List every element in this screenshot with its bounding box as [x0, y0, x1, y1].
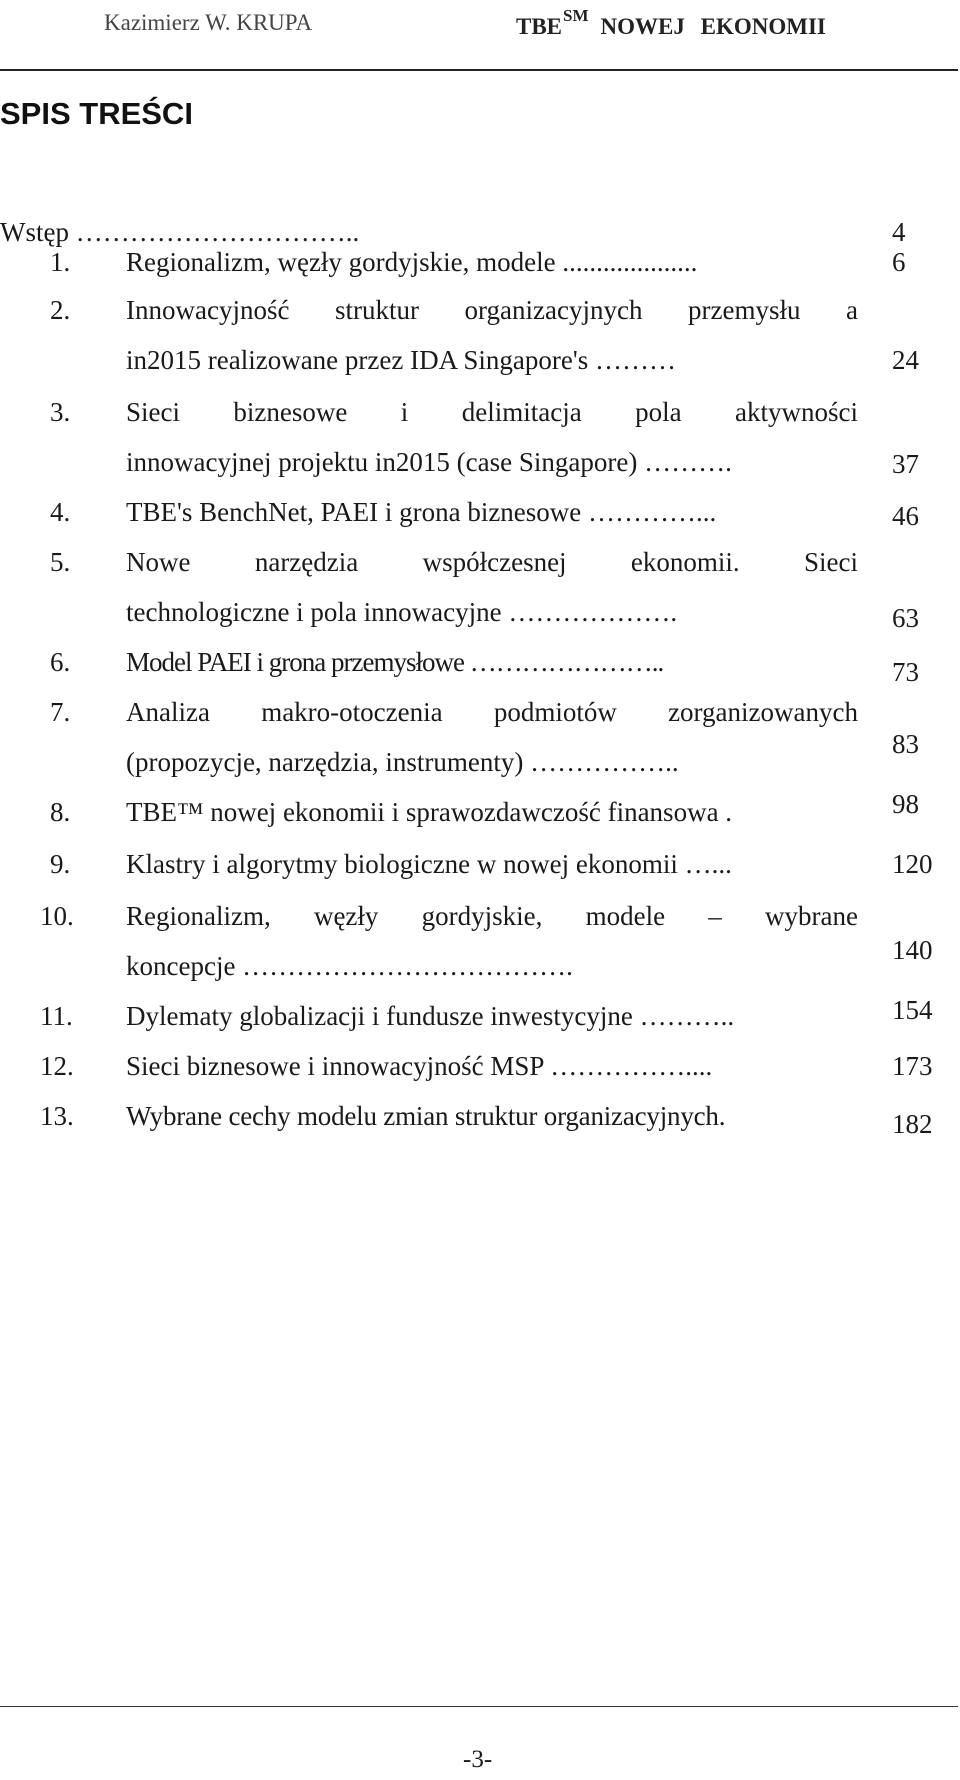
toc-heading: SPIS TREŚCI [0, 96, 193, 131]
toc-entry-number: 5. [50, 547, 71, 577]
toc-entry-number: 11. [40, 1001, 73, 1031]
running-header [0, 0, 960, 62]
toc-entry-page: 120 [892, 849, 933, 879]
toc-entry-title-line: in2015 realizowane przez IDA Singapore's ……… [126, 345, 676, 375]
toc-entry-title: Dylematy globalizacji i fundusze inwestycyjne ……….. [126, 1001, 735, 1031]
toc-entry-page: 83 [892, 729, 919, 759]
toc-entry-title-line: technologiczne i pola innowacyjne ………………. [126, 597, 678, 627]
toc-entry-number: 3. [50, 397, 71, 427]
toc-entry-number: 4. [50, 497, 71, 527]
toc-entry-page: 98 [892, 789, 919, 819]
toc-entry-page: 73 [892, 657, 919, 687]
toc-entry-number: 13. [40, 1101, 74, 1131]
toc-entry-page: 173 [892, 1051, 933, 1081]
toc-entry-page: 140 [892, 935, 933, 965]
toc-entry-title: Klastry i algorytmy biologiczne w nowej ekonomii …... [126, 849, 732, 879]
toc-entry-page: 37 [892, 449, 919, 479]
toc-entry-number: 12. [40, 1051, 74, 1081]
toc-entry-title-line: Innowacyjność struktur organizacyjnych przemysłu a [126, 295, 858, 325]
toc-entry-number: 8. [50, 797, 71, 827]
toc-entry-page: 24 [892, 345, 919, 375]
toc-entry-title-line: Regionalizm, węzły gordyjskie, modele – wybrane [126, 901, 858, 931]
toc-entry-number: 6. [50, 647, 71, 677]
header-title-superscript: SM [563, 6, 589, 25]
toc-entry-title: TBE's BenchNet, PAEI i grona biznesowe …………... [126, 497, 717, 527]
toc-entry-title-line: (propozycje, narzędzia, instrumenty) …………….. [126, 747, 679, 777]
toc-entry-title-line: Nowe narzędzia współczesnej ekonomii. Sieci [126, 547, 858, 577]
toc-entry-number: 7. [50, 697, 71, 727]
toc-entry-number: 10. [40, 901, 74, 931]
toc-entry-page: 4 [892, 217, 906, 247]
page-number: -3- [463, 1746, 493, 1773]
toc-entry-number: 1. [50, 247, 71, 277]
toc-entry-page: 6 [892, 247, 906, 277]
toc-entry-title: Regionalizm, węzły gordyjskie, modele .................... [126, 247, 698, 277]
header-title-rest: NOWEJ EKONOMII [600, 13, 826, 39]
toc-entry-title-line: Sieci biznesowe i delimitacja pola aktywności [126, 397, 858, 427]
toc-entry-title: TBE™ nowej ekonomii i sprawozdawczość finansowa . [126, 797, 733, 827]
footer-rule [0, 1706, 958, 1707]
toc-entry-page: 63 [892, 603, 919, 633]
toc-entry-title-line: innowacyjnej projektu in2015 (case Singapore) ………. [126, 447, 732, 477]
toc-entry-title-line: koncepcje ………………………………. [126, 951, 573, 981]
header-author: Kazimierz W. KRUPA [104, 10, 313, 35]
toc-entry-title: Wybrane cechy modelu zmian struktur organizacyjnych. [126, 1101, 726, 1131]
toc-entry-title: Model PAEI i grona przemysłowe ………………….. [126, 647, 664, 677]
toc-entry-page: 182 [892, 1109, 933, 1139]
toc-entry-title: Sieci biznesowe i innowacyjność MSP …………….... [126, 1051, 713, 1081]
header-title [516, 6, 826, 40]
toc-entry-page: 154 [892, 995, 933, 1025]
header-title-tbe: TBE [516, 13, 563, 39]
toc-entry-title-line: Analiza makro-otoczenia podmiotów zorganizowanych [126, 697, 858, 727]
toc-entry-page: 46 [892, 501, 919, 531]
header-rule [0, 69, 958, 71]
toc-entry-number: 9. [50, 849, 71, 879]
toc-entry-title: Wstęp ………………………….. [0, 217, 360, 247]
toc-entry-number: 2. [50, 295, 71, 325]
